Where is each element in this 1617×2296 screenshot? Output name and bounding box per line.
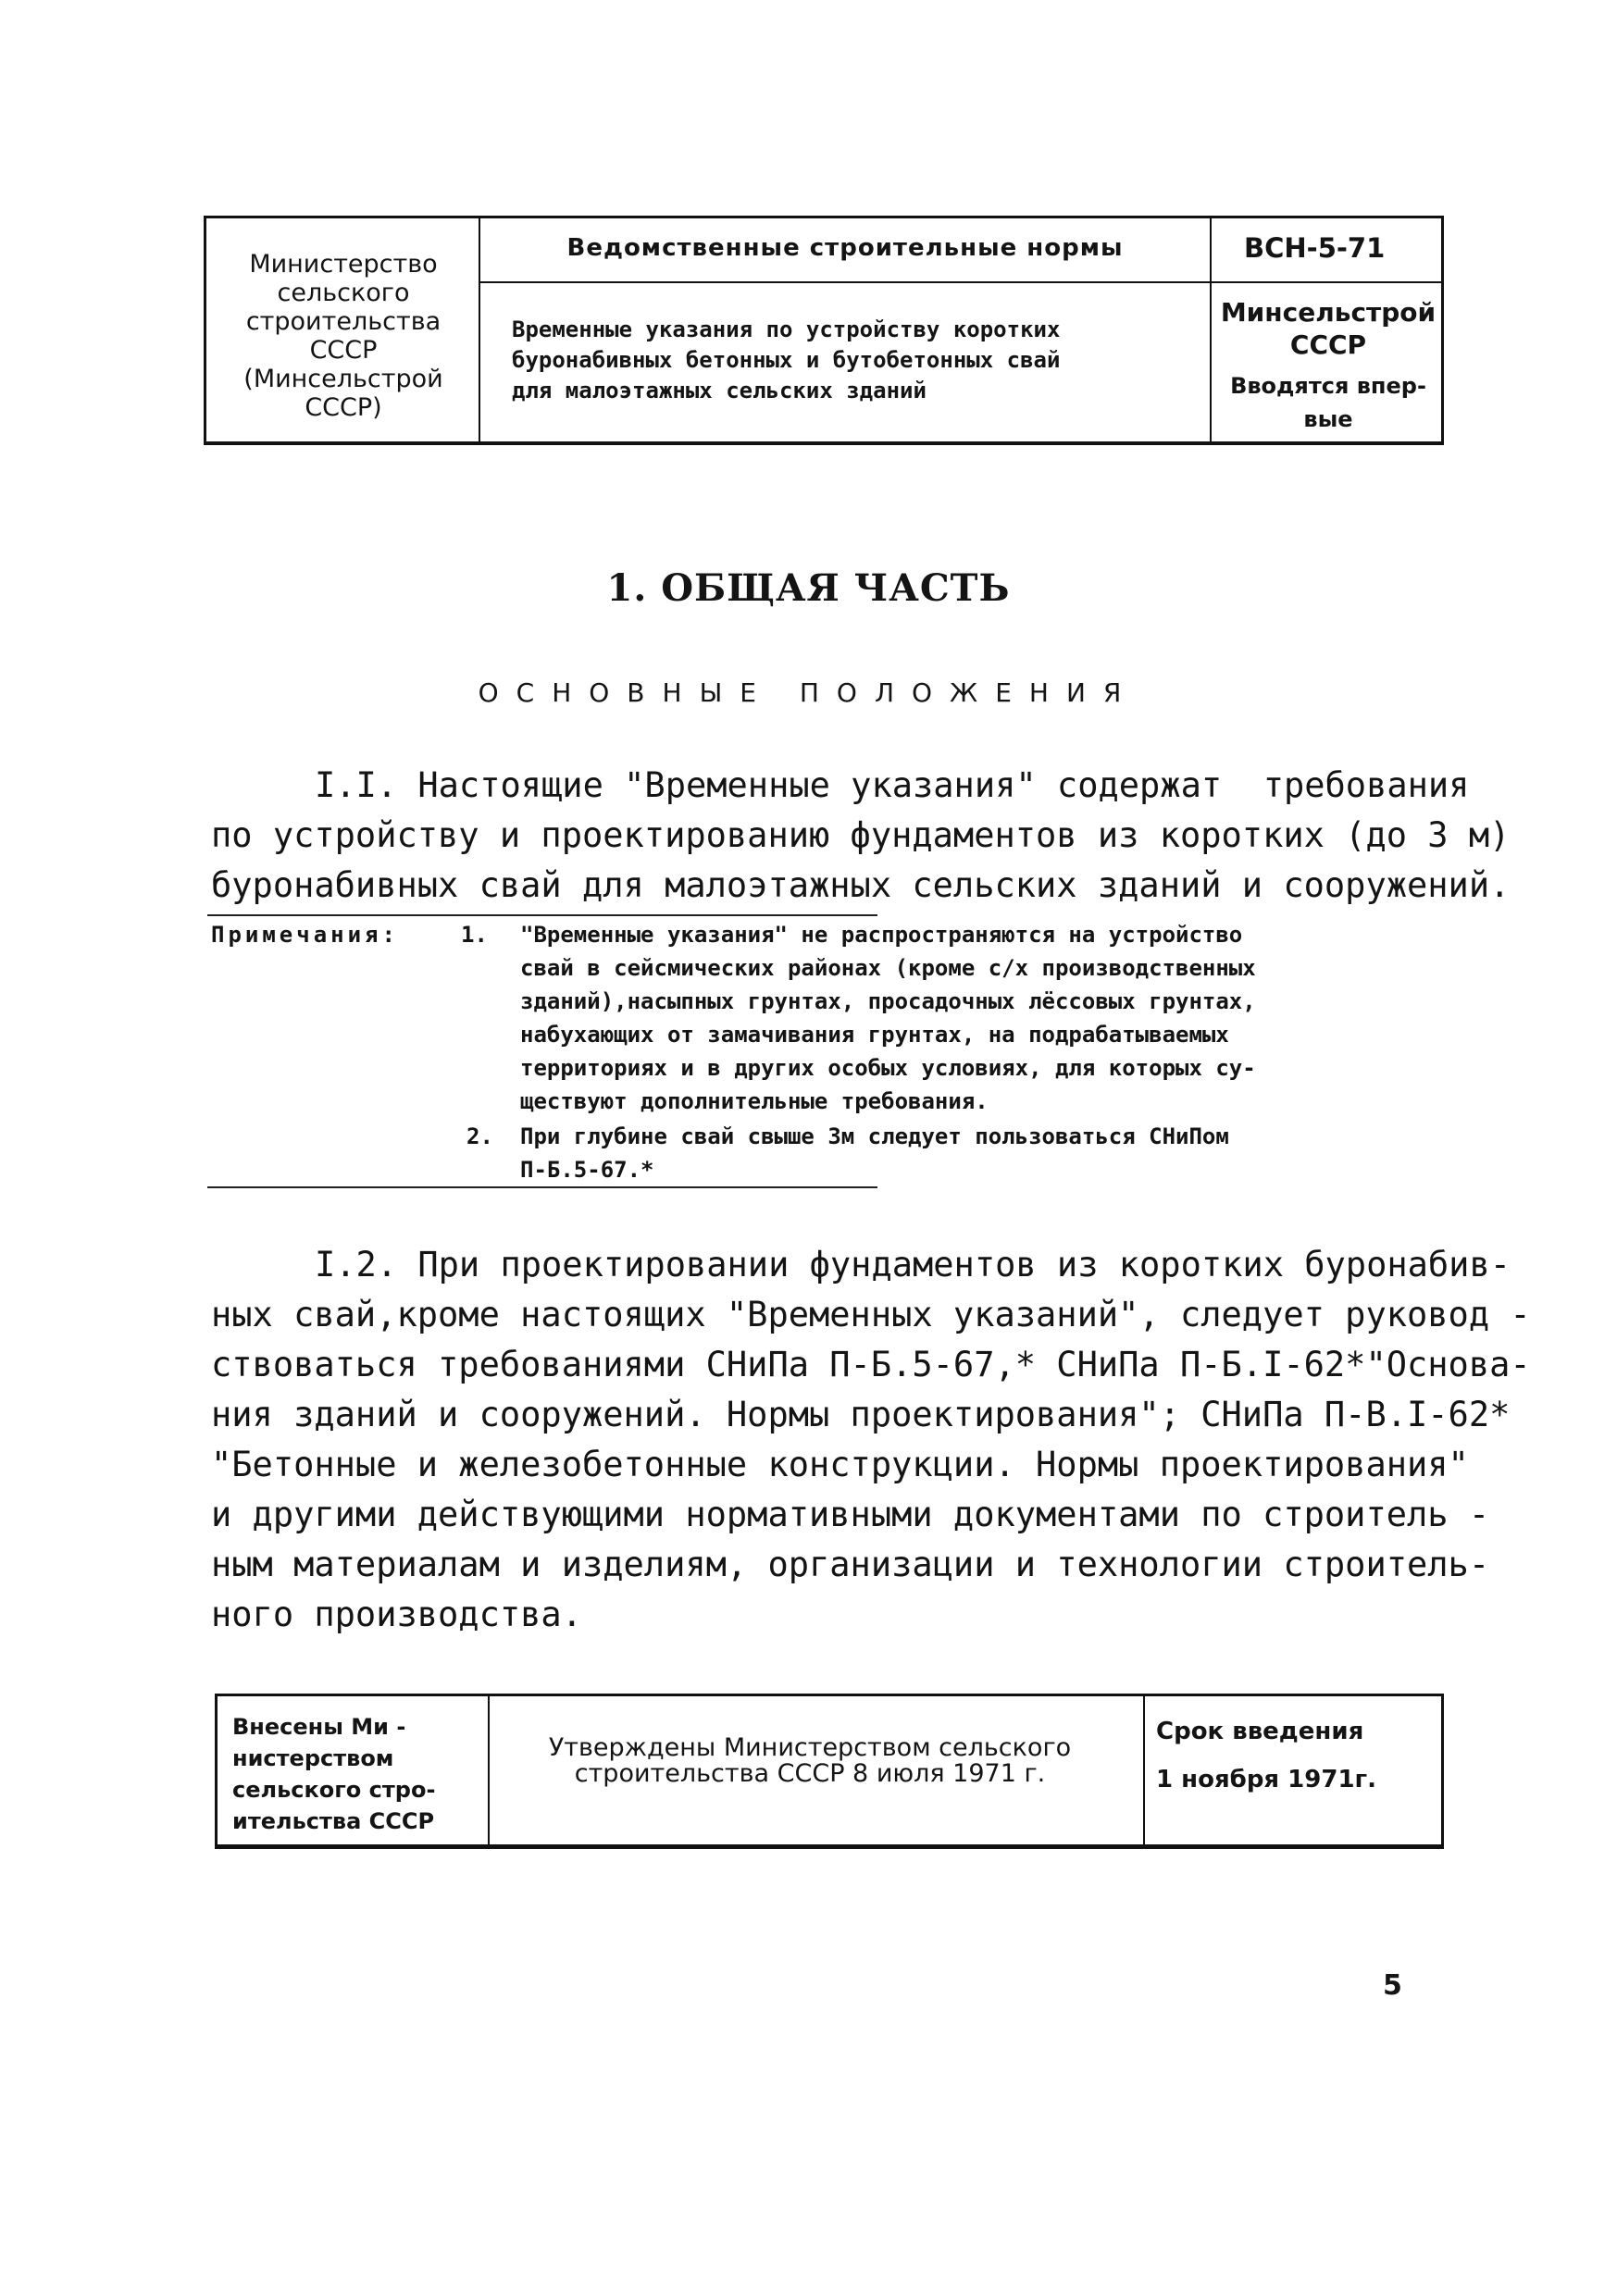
paragraph-line: ного производства.: [211, 1595, 582, 1634]
header-divider: [480, 281, 1444, 283]
deadline-date: 1 ноября 1971г.: [1156, 1766, 1376, 1793]
introduction-line: вые: [1303, 406, 1353, 432]
deadline-label: Срок введения: [1156, 1718, 1364, 1745]
document-title: [512, 315, 1215, 406]
submitted-line: нистерством: [232, 1745, 394, 1771]
notes-bottom-rule: [207, 1186, 877, 1188]
organization-line: Минсельстрой: [1220, 297, 1437, 328]
paragraph-line: I.2. При проектировании фундаментов из коротких буронабив-: [315, 1245, 1511, 1285]
paragraph-line: ных свай,кроме настоящих "Временных указаний", следует руковод -: [211, 1295, 1531, 1334]
norm-category: Ведомственные строительные нормы: [566, 234, 1124, 262]
page-number: 5: [1383, 1969, 1402, 2002]
notes-label: Примечания:: [211, 922, 399, 948]
paragraph-line: и другими действующими нормативными документами по строитель -: [211, 1495, 1490, 1534]
document-code: ВСН-5-71: [1244, 232, 1386, 264]
note-line: П-Б.5-67.*: [520, 1157, 654, 1183]
submitted-line: ительства СССР: [232, 1808, 435, 1834]
approval-line: Утверждены Министерством сельского: [548, 1733, 1072, 1762]
submitted-line: сельского стро-: [232, 1777, 436, 1803]
note-number: 1.: [461, 922, 488, 948]
note-line: зданий),насыпных грунтах, просадочных лёссовых грунтах,: [520, 988, 1256, 1014]
ministry-line: строительства: [245, 307, 442, 336]
note-line: ществуют дополнительные требования.: [520, 1088, 989, 1114]
ministry-line: СССР): [305, 393, 382, 422]
paragraph-line: буронабивных свай для малоэтажных сельских зданий и сооружений.: [211, 865, 1511, 905]
organization-line: СССР: [1289, 329, 1367, 360]
paragraph-line: I.I. Настоящие "Временные указания" содержат требования: [315, 765, 1470, 805]
approval-note: [486, 1735, 1134, 1787]
paragraph-line: "Бетонные и железобетонные конструкции. Нормы проектирования": [211, 1445, 1469, 1484]
introduction-line: Вводятся впер-: [1230, 373, 1426, 399]
effective-date: [1147, 1707, 1443, 1804]
title-line: для малоэтажных сельских зданий: [512, 378, 927, 403]
notes-top-rule: [207, 914, 877, 916]
ministry-line: Министерство: [249, 250, 438, 279]
paragraph-line: ния зданий и сооружений. Нормы проектирования"; СНиПа П-В.I-62*: [211, 1395, 1511, 1434]
submitted-line: Внесены Ми -: [232, 1714, 406, 1740]
issuing-organization: [1212, 296, 1445, 361]
title-line: буронабивных бетонных и бутобетонных свай: [512, 347, 1061, 373]
submitted-by: [232, 1711, 482, 1837]
title-line: Временные указания по устройству коротких: [512, 316, 1061, 342]
footer-divider: [1143, 1696, 1145, 1844]
section-subheading: ОСНОВНЫЕ ПОЛОЖЕНИЯ: [478, 677, 1139, 708]
ministry-line: СССР: [309, 336, 378, 365]
paragraph-line: по устройству и проектированию фундаментов из коротких (до 3 м): [211, 815, 1511, 855]
note-line: территориях и в других особых условиях, для которых су-: [520, 1055, 1256, 1081]
note-number: 2.: [466, 1123, 493, 1149]
ministry-line: сельского: [277, 279, 410, 307]
note-line: набухающих от замачивания грунтах, на подрабатываемых: [520, 1022, 1229, 1048]
paragraph-line: ным материалам и изделиям, организации и технологии строитель-: [211, 1545, 1490, 1584]
footer-table: [215, 1694, 1444, 1849]
section-title: 1. ОБЩАЯ ЧАСТЬ: [606, 566, 1011, 610]
approval-line: строительства СССР 8 июля 1971 г.: [574, 1759, 1046, 1788]
introduction-note: [1212, 369, 1445, 436]
note-line: "Временные указания" не распространяются на устройство: [520, 922, 1243, 948]
header-table: [204, 216, 1444, 445]
note-line: При глубине свай свыше 3м следует пользоваться СНиПом: [520, 1123, 1229, 1149]
ministry-line: (Минсельстрой: [243, 365, 443, 393]
ministry-name: [206, 250, 480, 422]
note-line: свай в сейсмических районах (кроме с/х производственных: [520, 955, 1256, 981]
paragraph-line: ствоваться требованиями СНиПа П-Б.5-67,* СНиПа П-Б.I-62*"Основа-: [211, 1345, 1531, 1384]
